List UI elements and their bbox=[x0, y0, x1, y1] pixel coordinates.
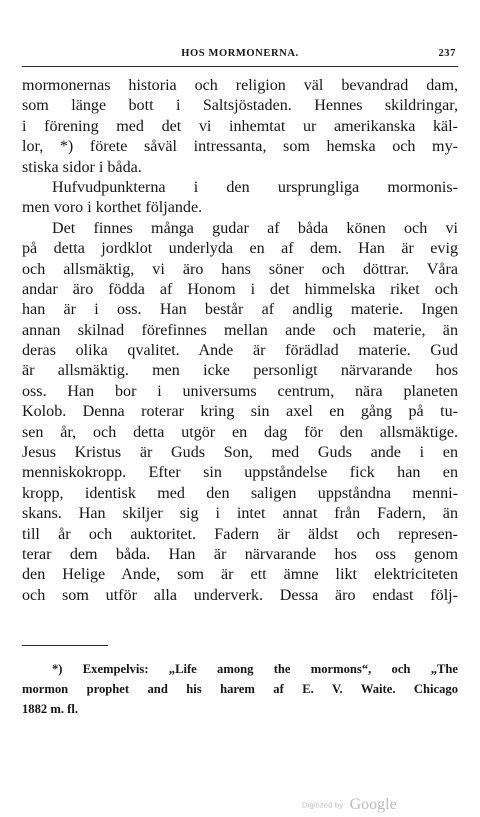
text-line: mormonernas historia och religion väl bevandrad dam, bbox=[22, 77, 458, 94]
footnote-line: mormon prophet and his harem af E. V. Waite. Chicago bbox=[22, 682, 458, 696]
text-line: den Helige Ande, som är ett ämne likt elektriciteten bbox=[22, 566, 458, 584]
text-line: Det finnes många gudar af båda könen och vi bbox=[52, 219, 458, 237]
text-line: sen år, och detta utgör en dag för den allsmäktige. bbox=[22, 423, 458, 441]
page-number: 237 bbox=[438, 48, 456, 59]
text-line: men voro i korthet följande. bbox=[22, 199, 203, 217]
footnote bbox=[22, 659, 458, 719]
text-line: på detta jordklot underlyda en af dem. Han är evig bbox=[22, 240, 458, 258]
digitization-watermark bbox=[302, 796, 397, 816]
text-line: Kolob. Denna roterar kring sin axel en gång på tu- bbox=[22, 403, 458, 421]
text-line: till år och auktoritet. Fadern är äldst och represen- bbox=[22, 525, 458, 543]
text-line: och allsmäktig, vi äro hans söner och döttrar. Våra bbox=[22, 260, 458, 278]
text-line: som länge bott i Saltsjöstaden. Hennes skildringar, bbox=[22, 97, 458, 115]
text-line: Hufvudpunkterna i den ursprungliga mormonis- bbox=[52, 178, 458, 196]
text-line: terar dem båda. Han är närvarande hos oss genom bbox=[22, 545, 458, 563]
google-logo: Google bbox=[349, 796, 397, 813]
footnote-rule bbox=[22, 645, 108, 646]
body-text bbox=[22, 76, 458, 606]
text-line: stiska sidor i båda. bbox=[22, 158, 142, 176]
text-line: skans. Han skiljer sig i intet annat från Fadern, än bbox=[22, 505, 458, 523]
watermark-prefix: Digitized by bbox=[302, 800, 344, 810]
text-line: annan skilnad förefinnes mellan ande och materie, än bbox=[22, 321, 458, 339]
footnote-line: *) Exempelvis: „Life among the mormons“, och „The bbox=[52, 662, 458, 676]
text-line: kropp, identisk med den saligen uppståndna menni- bbox=[22, 484, 458, 502]
running-title: HOS MORMONERNA. bbox=[181, 48, 299, 59]
running-head bbox=[22, 48, 458, 66]
text-line: i förening med det vi inhemtat ur amerikanska käl- bbox=[22, 117, 458, 135]
text-line: lor, *) förete såväl intressanta, som hemska och my- bbox=[22, 138, 458, 156]
text-line: deras olika qvalitet. Ande är förädlad materie. Gud bbox=[22, 342, 458, 360]
text-line: oss. Han bor i universums centrum, nära planeten bbox=[22, 382, 458, 400]
text-line: är allsmäktig. men icke personligt närvarande hos bbox=[22, 362, 458, 380]
footnote-line: 1882 m. fl. bbox=[22, 702, 78, 716]
text-line: menniskokropp. Efter sin uppståndelse fick han en bbox=[22, 464, 458, 482]
text-line: Jesus Kristus är Guds Son, med Guds ande i en bbox=[22, 444, 458, 462]
text-line: han är i oss. Han består af andlig materie. Ingen bbox=[22, 301, 458, 319]
header-rule bbox=[22, 66, 458, 67]
text-line: och som utför alla underverk. Dessa äro endast följ- bbox=[22, 586, 458, 604]
text-line: andar äro födda af Honom i det himmelska riket och bbox=[22, 280, 458, 298]
